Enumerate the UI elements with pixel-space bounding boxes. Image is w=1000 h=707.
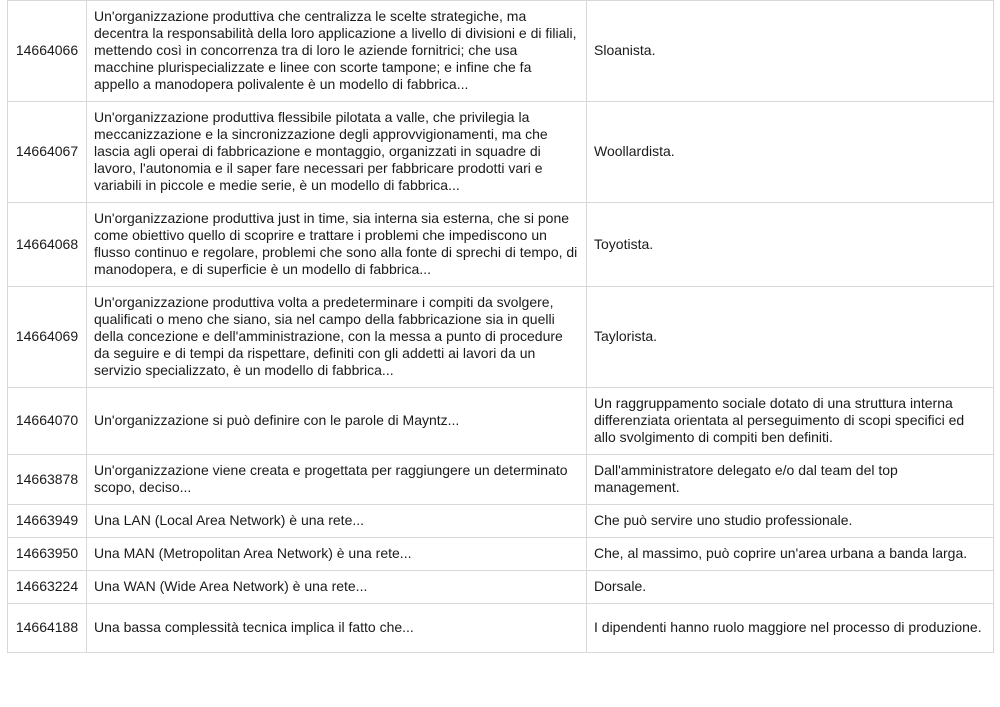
row-id: 14664066 bbox=[8, 1, 87, 102]
table-row bbox=[8, 203, 994, 287]
row-question: Un'organizzazione produttiva flessibile pilotata a valle, che privilegia la meccanizzazione e la sincronizzazione degli approvvigionamenti, ma che lascia agli operai di fabbricazione e montaggio, organizzati in squadre di lavoro, l'autonomia e il saper fare necessari per fabbricare prodotti vari e variabili in piccole e medie serie, è un modello di fabbrica... bbox=[87, 102, 587, 203]
row-answer: Taylorista. bbox=[587, 287, 994, 388]
row-answer: Toyotista. bbox=[587, 203, 994, 287]
row-id: 14663878 bbox=[8, 455, 87, 505]
row-id: 14663224 bbox=[8, 571, 87, 604]
row-answer: Dall'amministratore delegato e/o dal team del top management. bbox=[587, 455, 994, 505]
row-question: Un'organizzazione produttiva che centralizza le scelte strategiche, ma decentra la responsabilità della loro applicazione a livello di divisioni e di filiali, mettendo così in concorrenza tra di loro le aziende fornitrici; che usa macchine plurispecializzate e linee con scorte tampone; e infine che fa appello a manodopera polivalente è un modello di fabbrica... bbox=[87, 1, 587, 102]
row-answer: Dorsale. bbox=[587, 571, 994, 604]
row-question: Un'organizzazione si può definire con le parole di Mayntz... bbox=[87, 388, 587, 455]
row-id: 14663949 bbox=[8, 505, 87, 538]
row-answer: Un raggruppamento sociale dotato di una struttura interna differenziata orientata al perseguimento di scopi specifici ed allo svolgimento di compiti ben definiti. bbox=[587, 388, 994, 455]
table-row bbox=[8, 388, 994, 455]
table-row bbox=[8, 455, 994, 505]
row-question: Un'organizzazione produttiva volta a predeterminare i compiti da svolgere, qualificati o meno che siano, sia nel campo della fabbricazione sia in quelli della concezione e dell'amministrazione, con la messa a punto di procedure da seguire e di tempi da rispettare, definiti con gli addetti ai lavori da un servizio specializzato, è un modello di fabbrica... bbox=[87, 287, 587, 388]
row-id: 14664188 bbox=[8, 604, 87, 653]
row-answer: I dipendenti hanno ruolo maggiore nel processo di produzione. bbox=[587, 604, 994, 653]
row-question: Una bassa complessità tecnica implica il fatto che... bbox=[87, 604, 587, 653]
row-id: 14663950 bbox=[8, 538, 87, 571]
row-question: Un'organizzazione produttiva just in time, sia interna sia esterna, che si pone come obiettivo quello di scoprire e trattare i problemi che impediscono un flusso continuo e regolare, problemi che sono alla fonte di sprechi di tempo, di manodopera, e di superficie è un modello di fabbrica... bbox=[87, 203, 587, 287]
table-row bbox=[8, 505, 994, 538]
qa-table bbox=[7, 0, 994, 653]
table-row bbox=[8, 604, 994, 653]
row-id: 14664067 bbox=[8, 102, 87, 203]
row-question: Una MAN (Metropolitan Area Network) è una rete... bbox=[87, 538, 587, 571]
row-answer: Woollardista. bbox=[587, 102, 994, 203]
row-id: 14664068 bbox=[8, 203, 87, 287]
row-question: Una LAN (Local Area Network) è una rete... bbox=[87, 505, 587, 538]
table-row bbox=[8, 1, 994, 102]
table-row bbox=[8, 102, 994, 203]
row-id: 14664070 bbox=[8, 388, 87, 455]
row-answer: Che può servire uno studio professionale. bbox=[587, 505, 994, 538]
table-row bbox=[8, 571, 994, 604]
row-answer: Sloanista. bbox=[587, 1, 994, 102]
row-question: Un'organizzazione viene creata e progettata per raggiungere un determinato scopo, deciso... bbox=[87, 455, 587, 505]
row-id: 14664069 bbox=[8, 287, 87, 388]
row-answer: Che, al massimo, può coprire un'area urbana a banda larga. bbox=[587, 538, 994, 571]
table-row bbox=[8, 538, 994, 571]
table-row bbox=[8, 287, 994, 388]
row-question: Una WAN (Wide Area Network) è una rete... bbox=[87, 571, 587, 604]
